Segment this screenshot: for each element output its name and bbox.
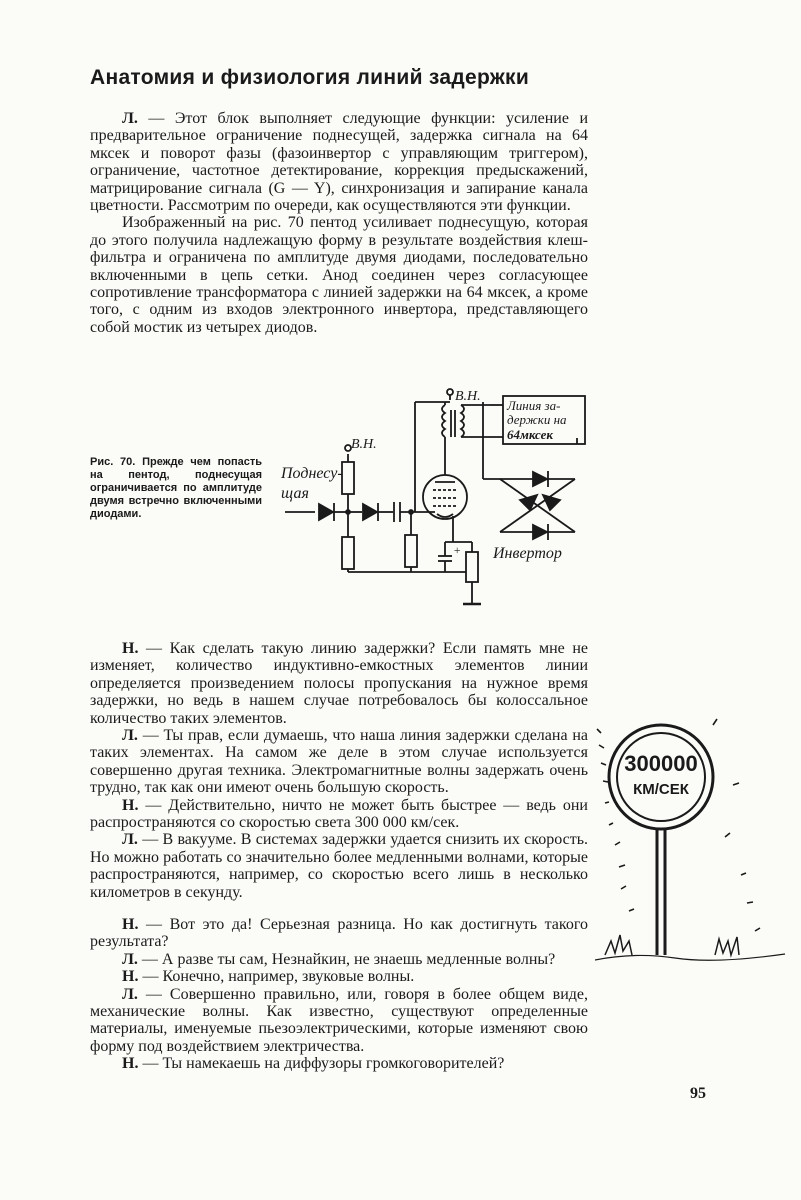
paragraph-text: — Действительно, ничто не может быть быстрее — ведь они распространяются со скоростью света 300 000 км/сек. <box>90 796 588 832</box>
paragraph-text: — В вакууме. В системах задержки удается снизить их скорость. Но можно работать со значительно более медленными волнами, которые распространяются, например, со скоростью всего лишь в несколько километров в секунду. <box>90 831 588 901</box>
figure-caption: Рис. 70. Прежде чем попасть на пентод, поднесущая ограничивается по амплитуде двумя встречно включенными диодами. <box>90 456 262 520</box>
vn-top-label: В.Н. <box>455 389 481 404</box>
speaker-label: Л. <box>122 950 138 968</box>
dialog-text-continued <box>90 916 588 1073</box>
intro-text <box>90 110 588 336</box>
paragraph-text: — Вот это да! Серьезная разница. Но как достигнуть такого результата? <box>90 916 588 951</box>
paragraph-text: Изображенный на рис. 70 пентод усиливает поднесущую, которая до этого получила надлежащую форму в результате воздействия клеш-фильтра и ограничена по амплитуде двумя диодами, последовательно включенными в цепь сетки. Анод соединен через согласующее сопротивление трансформатора с линией задержки на 64 мксек, а кроме того, с одним из входов электронного инвертора, представляющего собой мостик из четырех диодов. <box>90 214 588 336</box>
speaker-label: Н. <box>122 796 139 814</box>
sign-speed-unit: КМ/СЕК <box>633 781 689 798</box>
paragraph-text: — Ты прав, если думаешь, что наша линия задержки сделана на таких элементах. На самом же деле в этом случае используется совершенно другая техника. Электромагнитные волны задержать очень трудно, так как они имеют очень большую скорость. <box>90 727 588 797</box>
delay-line-label: 64мксек <box>507 427 553 442</box>
paragraph <box>90 110 588 214</box>
speaker-label: Н. <box>122 968 139 986</box>
paragraph <box>90 951 588 968</box>
inverter-label: Инвертор <box>493 545 562 562</box>
input-label: щая <box>281 485 309 502</box>
paragraph <box>90 727 588 797</box>
page-number: 95 <box>690 1085 706 1102</box>
paragraph <box>90 797 588 832</box>
speaker-label: Л. <box>122 831 138 849</box>
section-title: Анатомия и физиология линий задержки <box>90 66 530 89</box>
paragraph-text: — Конечно, например, звуковые волны. <box>138 968 415 986</box>
speaker-label: Л. <box>122 727 138 745</box>
paragraph-text: — Этот блок выполняет следующие функции: усиление и предварительное ограничение поднесущей, задержка сигнала на 64 мксек и поворот фазы (фазоинвертор с управляющим триггером), ограничение, частотное детектирование, коррекция предыскажений, матрицирование сигнала (G — Y), синхронизация и запирание канала цветности. Рассмотрим по очереди, как осуществляются эти функции. <box>90 110 588 215</box>
paragraph <box>90 916 588 951</box>
plus-sign: + <box>453 543 462 557</box>
delay-line-label: держки на <box>507 412 567 427</box>
input-label: Поднесу- <box>281 465 343 482</box>
speaker-label: Н. <box>122 640 139 657</box>
paragraph <box>90 640 588 727</box>
paragraph <box>90 1055 588 1072</box>
paragraph-text: — Совершенно правильно, или, говоря в более общем виде, механические волны. Как известно, существуют определенные материалы, именуемые пьезоэлектрическими, которые изменяют свою форму под воздействием электричества. <box>90 985 588 1055</box>
paragraph <box>90 968 588 985</box>
speaker-label: Л. <box>122 110 138 127</box>
vn-left-label: В.Н. <box>351 437 377 452</box>
paragraph-text: — Как сделать такую линию задержки? Если память мне не изменяет, количество индуктивно-емкостных элементов линии определяется произведением полосы пропускания на нужное время задержки, но ведь в нашем случае потребовалось бы колоссальное количество таких элементов. <box>90 640 588 727</box>
dialog-text <box>90 640 588 901</box>
delay-line-label: Линия за- <box>507 398 561 413</box>
speed-sign-illustration <box>595 705 795 975</box>
circuit-schematic <box>275 382 595 612</box>
paragraph-text: — Ты намекаешь на диффузоры громкоговорителей? <box>138 1055 505 1073</box>
speaker-label: Л. <box>122 985 138 1003</box>
speaker-label: Н. <box>122 1055 139 1073</box>
sign-speed-value: 300000 <box>624 751 698 776</box>
paragraph-text: — А разве ты сам, Незнайкин, не знаешь медленные волны? <box>137 950 556 968</box>
paragraph <box>90 986 588 1056</box>
paragraph <box>90 831 588 901</box>
speaker-label: Н. <box>122 916 139 933</box>
paragraph <box>90 214 588 336</box>
